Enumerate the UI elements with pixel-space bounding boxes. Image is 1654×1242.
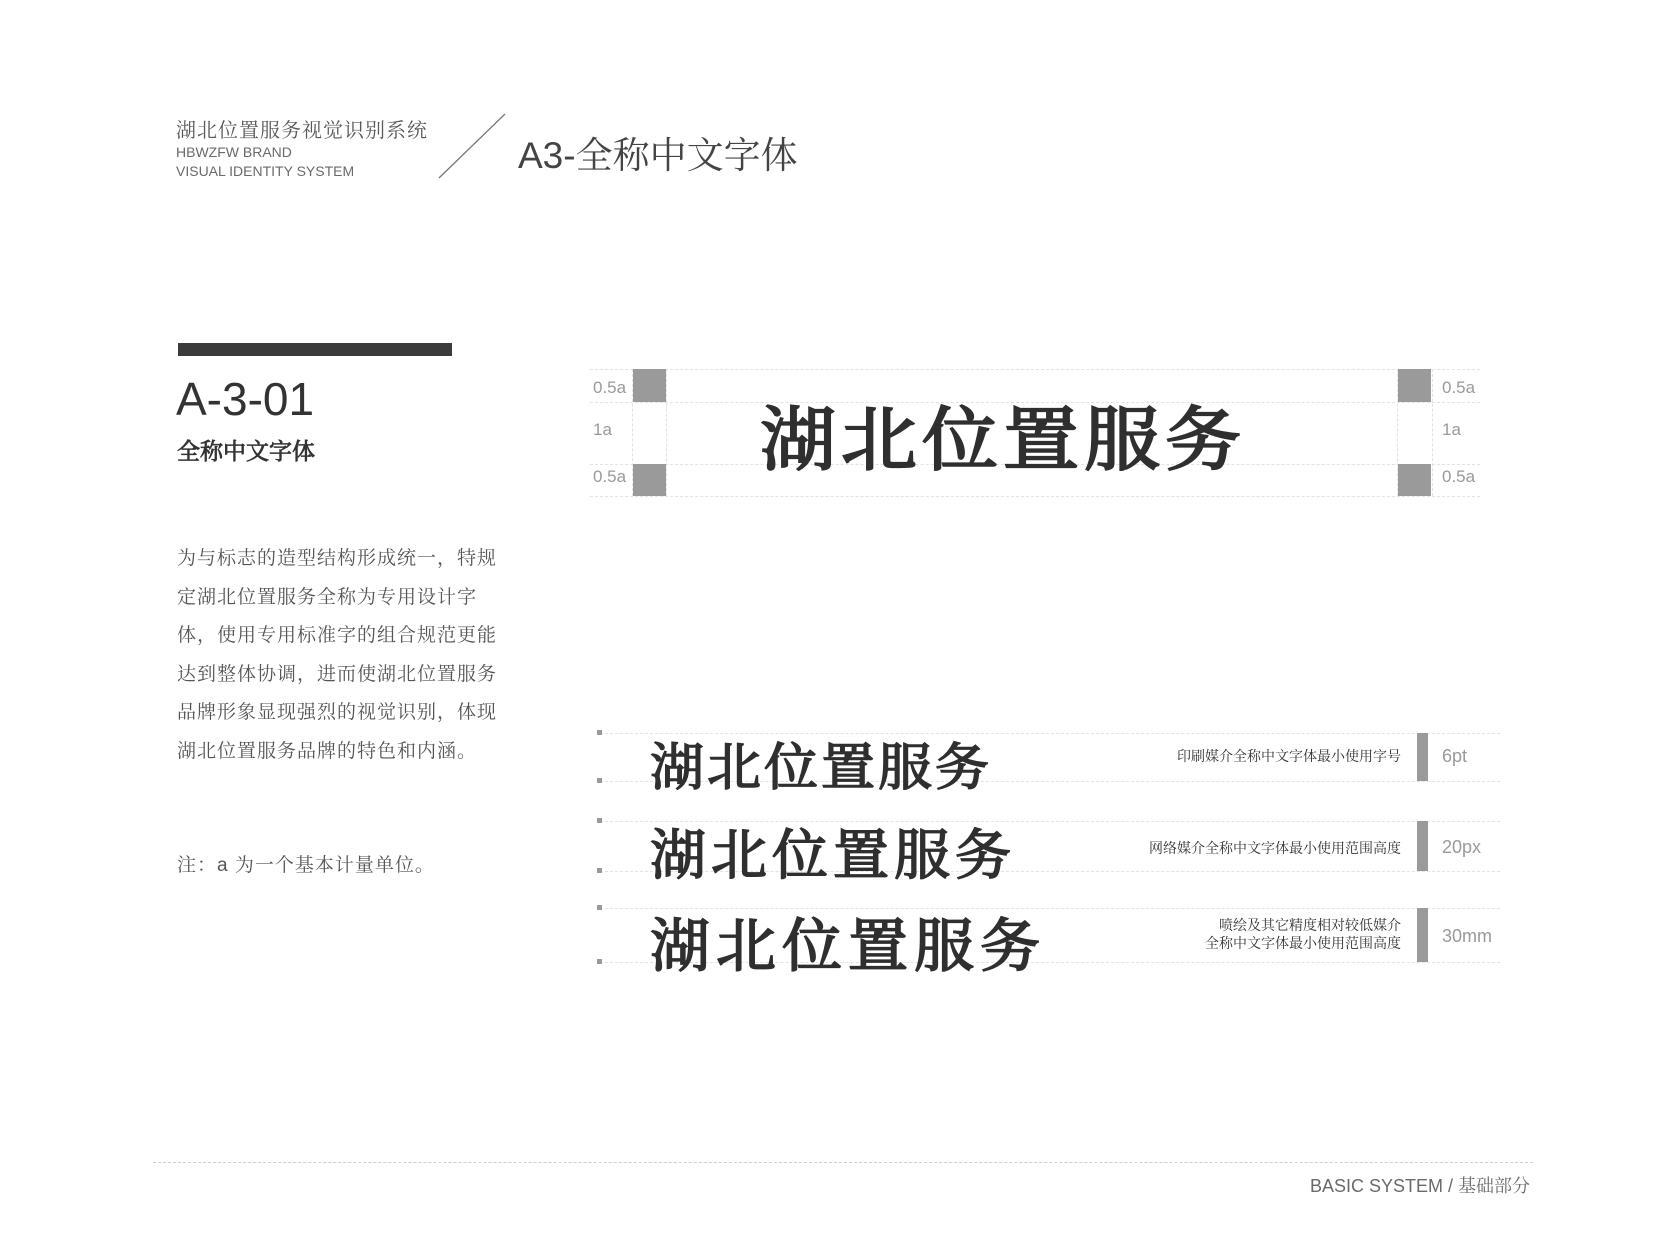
spacing-block-bottom-right (1398, 464, 1431, 496)
section-description: 为与标志的造型结构形成统一，特规定湖北位置服务全称为专用设计字体，使用专用标准字的组合规范更能达到整体协调，进而使湖北位置服务品牌形象显现强烈的视觉识别，体现湖北位置服务品牌的特色和内涵。 (177, 548, 498, 762)
section-code: A-3-01 (176, 373, 315, 425)
row-description-line2: 全称中文字体最小使用范围高度 (1205, 935, 1401, 951)
row-height-bar (1417, 821, 1428, 871)
guide-line-top (590, 369, 1480, 370)
brand-name-en-line2: VISUAL IDENTITY SYSTEM (176, 163, 355, 179)
row-marker-top (597, 818, 602, 823)
row-height-bar (1417, 908, 1428, 962)
row-min-size: 30mm (1442, 926, 1493, 946)
row-height-bar (1417, 733, 1428, 781)
guide-line-left-outer (666, 369, 667, 496)
brand-name-en-line1: HBWZFW BRAND (176, 144, 292, 160)
footer-label: BASIC SYSTEM / 基础部分 (1310, 1176, 1531, 1196)
logotype-specimen: 湖北位置服务 (760, 401, 1246, 480)
row-min-size: 20px (1442, 837, 1482, 857)
row-marker-top (597, 905, 602, 910)
section-accent-bar (178, 343, 452, 356)
row-description-line1: 喷绘及其它精度相对较低媒介 (1219, 917, 1401, 933)
row-marker-top (597, 730, 602, 735)
label-right-bottom: 0.5a (1442, 467, 1476, 486)
row-logotype: 湖北位置服务 (650, 824, 1016, 886)
section-name: 全称中文字体 (177, 438, 315, 464)
label-left-middle: 1a (593, 420, 612, 439)
label-left-top: 0.5a (593, 378, 627, 397)
spacing-block-top-right (1398, 369, 1431, 402)
row-marker-bottom (597, 959, 602, 964)
label-right-middle: 1a (1442, 420, 1461, 439)
guide-line-right-outer (1432, 369, 1433, 496)
row-marker-bottom (597, 868, 602, 873)
row-marker-bottom (597, 778, 602, 783)
spacing-block-top-left (633, 369, 666, 402)
header-divider-slash (437, 112, 507, 180)
section-note: 注：a 为一个基本计量单位。 (177, 855, 435, 876)
label-right-top: 0.5a (1442, 378, 1476, 397)
label-left-bottom: 0.5a (593, 467, 627, 486)
row-logotype: 湖北位置服务 (650, 739, 992, 797)
guide-line-bottom (590, 496, 1480, 497)
row-description: 网络媒介全称中文字体最小使用范围高度 (1149, 840, 1401, 856)
row-description: 印刷媒介全称中文字体最小使用字号 (1177, 748, 1401, 764)
row-min-size: 6pt (1442, 746, 1468, 766)
footer-divider (153, 1162, 1533, 1163)
brand-name-cn: 湖北位置服务视觉识别系统 (176, 120, 428, 142)
row-logotype: 湖北位置服务 (650, 913, 1046, 979)
page-title: A3-全称中文字体 (518, 135, 798, 176)
spacing-block-bottom-left (633, 464, 666, 496)
